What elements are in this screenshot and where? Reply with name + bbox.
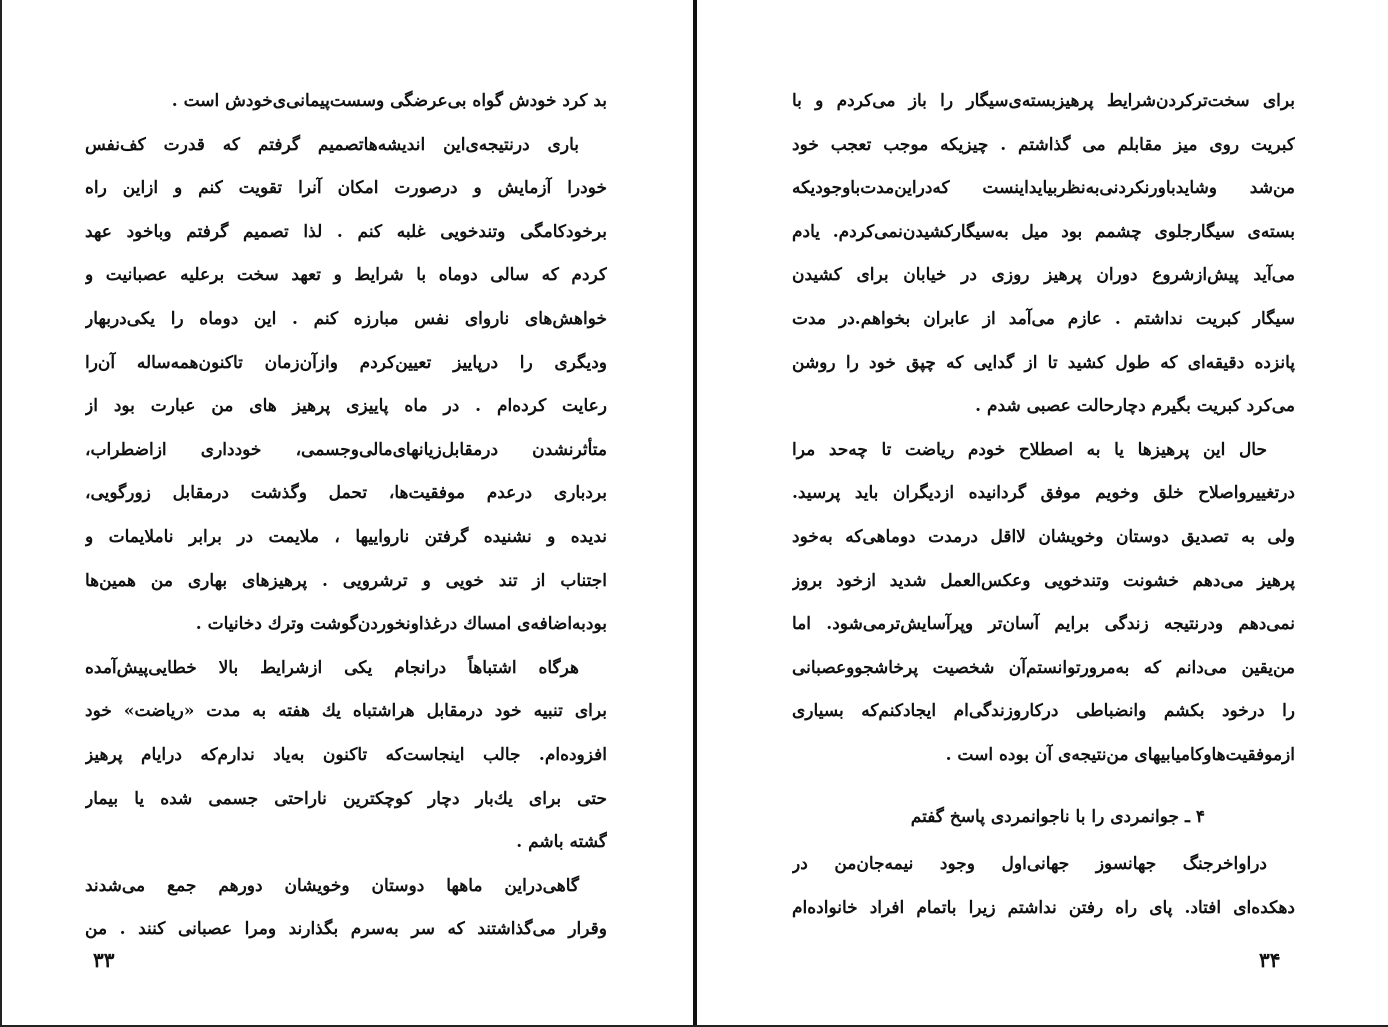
text-line: کبریت روی میز مقابلم می گذاشتم . چیزیکه موجب تعجب خود: [792, 134, 1295, 155]
left-page-text: [85, 80, 607, 952]
text-line: می‌کرد کبریت بگیرم دچارحالت عصبی شدم .: [975, 396, 1295, 417]
text-line: را درخود بکشم وانضباطی درکاروزندگی‌ام ایجادکنم‌که بسیاری: [792, 701, 1295, 722]
text-line: برای تنبیه خود درمقابل هراشتباه یك هفته به مدت «ریاضت» خود: [85, 701, 607, 722]
text-line: وقرار می‌گذاشتند که سر به‌سرم بگذارند ومرا عصبانی کنند . من: [85, 919, 607, 940]
text-line: هرگاه اشتباهاً درانجام یکی ازشرایط بالا خطایی‌پیش‌آمده: [85, 657, 579, 678]
text-line: حتی برای یك‌بار دچار کوچکترین ناراحتی جسمی شده یا بیمار: [85, 788, 607, 809]
text-line: باری درنتیجه‌ی‌این اندیشه‌هاتصمیم گرفتم که قدرت کف‌نفس: [85, 134, 579, 155]
right-page-number: ۳۴: [1259, 948, 1281, 972]
text-line: بد کرد خودش گواه بی‌عرضگی وسست‌پیمانی‌ی‌خودش است .: [171, 91, 607, 111]
text-line: بردباری درعدم موفقیت‌ها، تحمل وگذشت درمقابل زورگویی،: [85, 483, 607, 504]
text-line: ندیده و نشنیده گرفتن نارواییها ، ملایمت در برابر ناملایمات و: [85, 526, 607, 547]
text-line: ازموفقیت‌هاوکامیابیهای من‌نتیجه‌ی آن بوده است .: [945, 744, 1295, 765]
text-line: کردم که سالی دوماه با شرایط و تعهد سخت برعلیه عصبانیت و: [85, 265, 607, 286]
text-line: برای سخت‌ترکردن‌شرایط پرهیزبسته‌ی‌سیگار را باز می‌کردم و با: [792, 91, 1295, 111]
text-line: ولی به تصدیق دوستان وخویشان لااقل درمدت دوماهی‌که به‌خود: [792, 526, 1295, 547]
text-line: من‌یقین می‌دانم که به‌مرورتوانستم‌آن شخصیت پرخاشجووعصبانی: [792, 657, 1295, 678]
text-line: پرهیز می‌دهم خشونت وتندخویی وعکس‌العمل شدید ازخود بروز: [792, 570, 1295, 591]
text-line: سیگار کبریت نداشتم . عازم می‌آمد از عابران بخواهم.در مدت: [792, 308, 1295, 329]
text-line: افزوده‌ام. جالب اینجاست‌که تاکنون به‌یاد ندارم‌که درایام پرهیز: [85, 744, 607, 765]
text-line: بسته‌ی سیگارجلوی چشمم بود میل به‌سیگارکشیدن‌نمی‌کردم. یادم: [792, 221, 1295, 242]
right-page-text: [792, 80, 1295, 930]
text-line: دهکده‌ای افتاد. پای راه رفتن نداشتم زیرا باتمام افراد خانواده‌ام: [792, 897, 1295, 918]
text-line: خودرا آزمایش و درصورت امکان آنرا تقویت کنم و ازاین راه: [85, 178, 607, 199]
text-line: برخودکامگی وتندخویی غلبه کنم . لذا تصمیم گرفتم وباخود عهد: [85, 221, 607, 242]
text-line: اجتناب از تند خویی و ترشرویی . پرهیزهای بهاری من همین‌ها: [85, 570, 607, 591]
text-line: من‌شد وشایدباورنکردنی‌به‌نظربیایداینست که‌دراین‌مدت‌باوجودیکه: [792, 178, 1295, 199]
text-line: حال این پرهیزها یا به اصطلاح خودم ریاضت تا چه‌حد مرا: [792, 439, 1267, 460]
text-line: می‌آید پیش‌ازشروع دوران پرهیز روزی در خیابان برای کشیدن: [792, 265, 1295, 286]
text-line: رعایت کرده‌ام . در ماه پاییزی پرهیز های من عبارت بود از: [85, 396, 607, 417]
text-line: گشته باشم .: [516, 832, 607, 853]
text-line: خواهش‌های ناروای نفس مبارزه کنم . این دوماه را یکی‌دربهار: [85, 308, 607, 329]
text-line: دراواخرجنگ جهانسوز جهانی‌اول وجود نیمه‌جان‌من در: [792, 854, 1267, 875]
left-page: [0, 0, 693, 1027]
right-page: [697, 0, 1388, 1027]
text-line: متأثرنشدن درمقابل‌زیانهای‌مالی‌وجسمی، خودداری ازاضطراب،: [85, 439, 607, 460]
text-line: بودبه‌اضافه‌ی امساك درغذاونخوردن‌گوشت وترك دخانیات .: [195, 614, 607, 635]
text-line: گاهی‌دراین ماهها دوستان وخویشان دورهم جمع می‌شدند: [85, 875, 579, 896]
section-heading: ۴ ـ جوانمردی را با ناجوانمردی پاسخ گفتم: [910, 806, 1205, 827]
left-page-number: ۳۳: [93, 948, 115, 972]
text-line: پانزده دقیقه‌ای که طول کشید تا از گدایی که چپق خود را روشن: [792, 352, 1295, 373]
text-line: نمی‌دهم ودرنتیجه زندگی برایم آسان‌تر وپرآسایش‌ترمی‌شود. اما: [792, 614, 1295, 635]
text-line: درتغییرواصلاح خلق وخویم موفق گردانیده ازدیگران باید پرسید.: [792, 483, 1295, 504]
text-line: ودیگری را درپاییز تعیین‌کردم وازآن‌زمان تاکنون‌همه‌ساله آن‌را: [85, 352, 607, 373]
